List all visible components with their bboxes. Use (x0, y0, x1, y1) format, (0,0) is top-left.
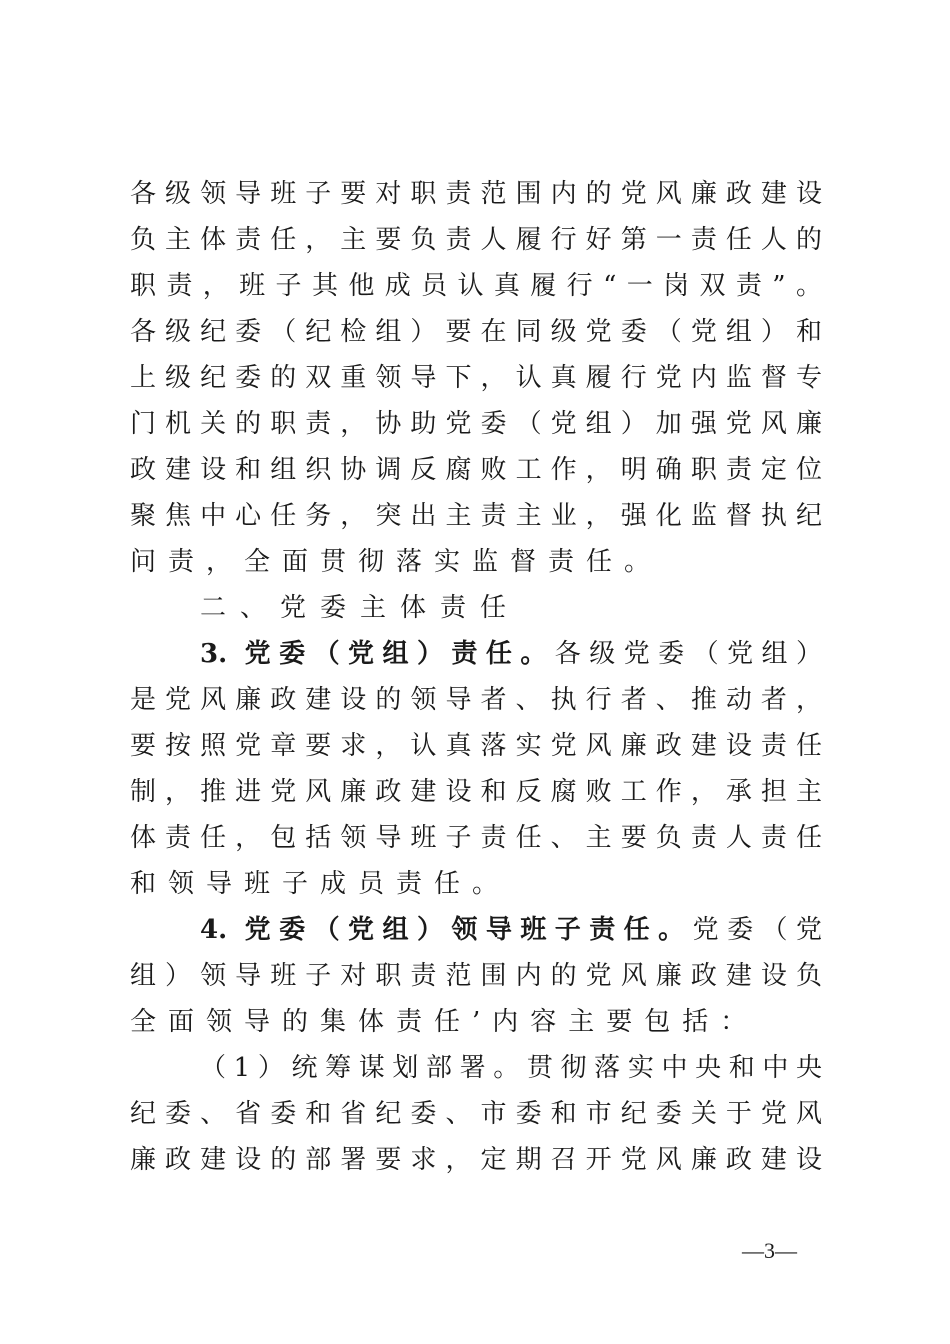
body-line: 全面领导的集体责任’内容主要包括： (130, 1007, 759, 1037)
body-line: 政建设和组织协调反腐败工作，明确职责定位 (130, 455, 822, 485)
body-line: 门机关的职责，协助党委（党组）加强党风廉 (130, 409, 822, 439)
item4-first-line (200, 907, 822, 953)
body-line: 职责，班子其他成员认真履行“一岗双责”。 (130, 271, 822, 301)
body-line: 各级领导班子要对职责范围内的党风廉政建设 (130, 179, 822, 209)
item3-title: 3. 党委（党组）责任。 (200, 639, 555, 669)
body-line: 廉政建设的部署要求，定期召开党风廉政建设 (130, 1145, 822, 1175)
body-line: 组）领导班子对职责范围内的党风廉政建设负 (130, 961, 822, 991)
item4-title: 4. 党委（党组）领导班子责任。 (200, 915, 693, 945)
body-line: 纪委、省委和省纪委、市委和市纪委关于党风 (130, 1099, 822, 1129)
body-line: 体责任，包括领导班子责任、主要负责人责任 (130, 823, 822, 853)
body-line: 和领导班子成员责任。 (130, 869, 511, 899)
item4-sub1-first-line: （1）统筹谋划部署。贯彻落实中央和中央 (200, 1053, 822, 1083)
item3-first-line-rest: 各级党委（党组） (554, 639, 822, 669)
section-heading: 二、党委主体责任 (200, 593, 521, 623)
body-line: 上级纪委的双重领导下，认真履行党内监督专 (130, 363, 822, 393)
body-line: 制，推进党风廉政建设和反腐败工作，承担主 (130, 777, 822, 807)
body-line: 是党风廉政建设的领导者、执行者、推动者， (130, 685, 822, 715)
body-line: 要按照党章要求，认真落实党风廉政建设责任 (130, 731, 822, 761)
item3-first-line (200, 631, 822, 677)
item4-first-line-rest: 党委（党 (692, 915, 822, 945)
body-line: 各级纪委（纪检组）要在同级党委（党组）和 (130, 317, 822, 347)
body-line: 问责，全面贯彻落实监督责任。 (130, 547, 663, 577)
page-number: —3— (742, 1238, 797, 1263)
body-line: 聚焦中心任务，突出主责主业，强化监督执纪 (130, 501, 822, 531)
body-line: 负主体责任，主要负责人履行好第一责任人的 (130, 225, 822, 255)
